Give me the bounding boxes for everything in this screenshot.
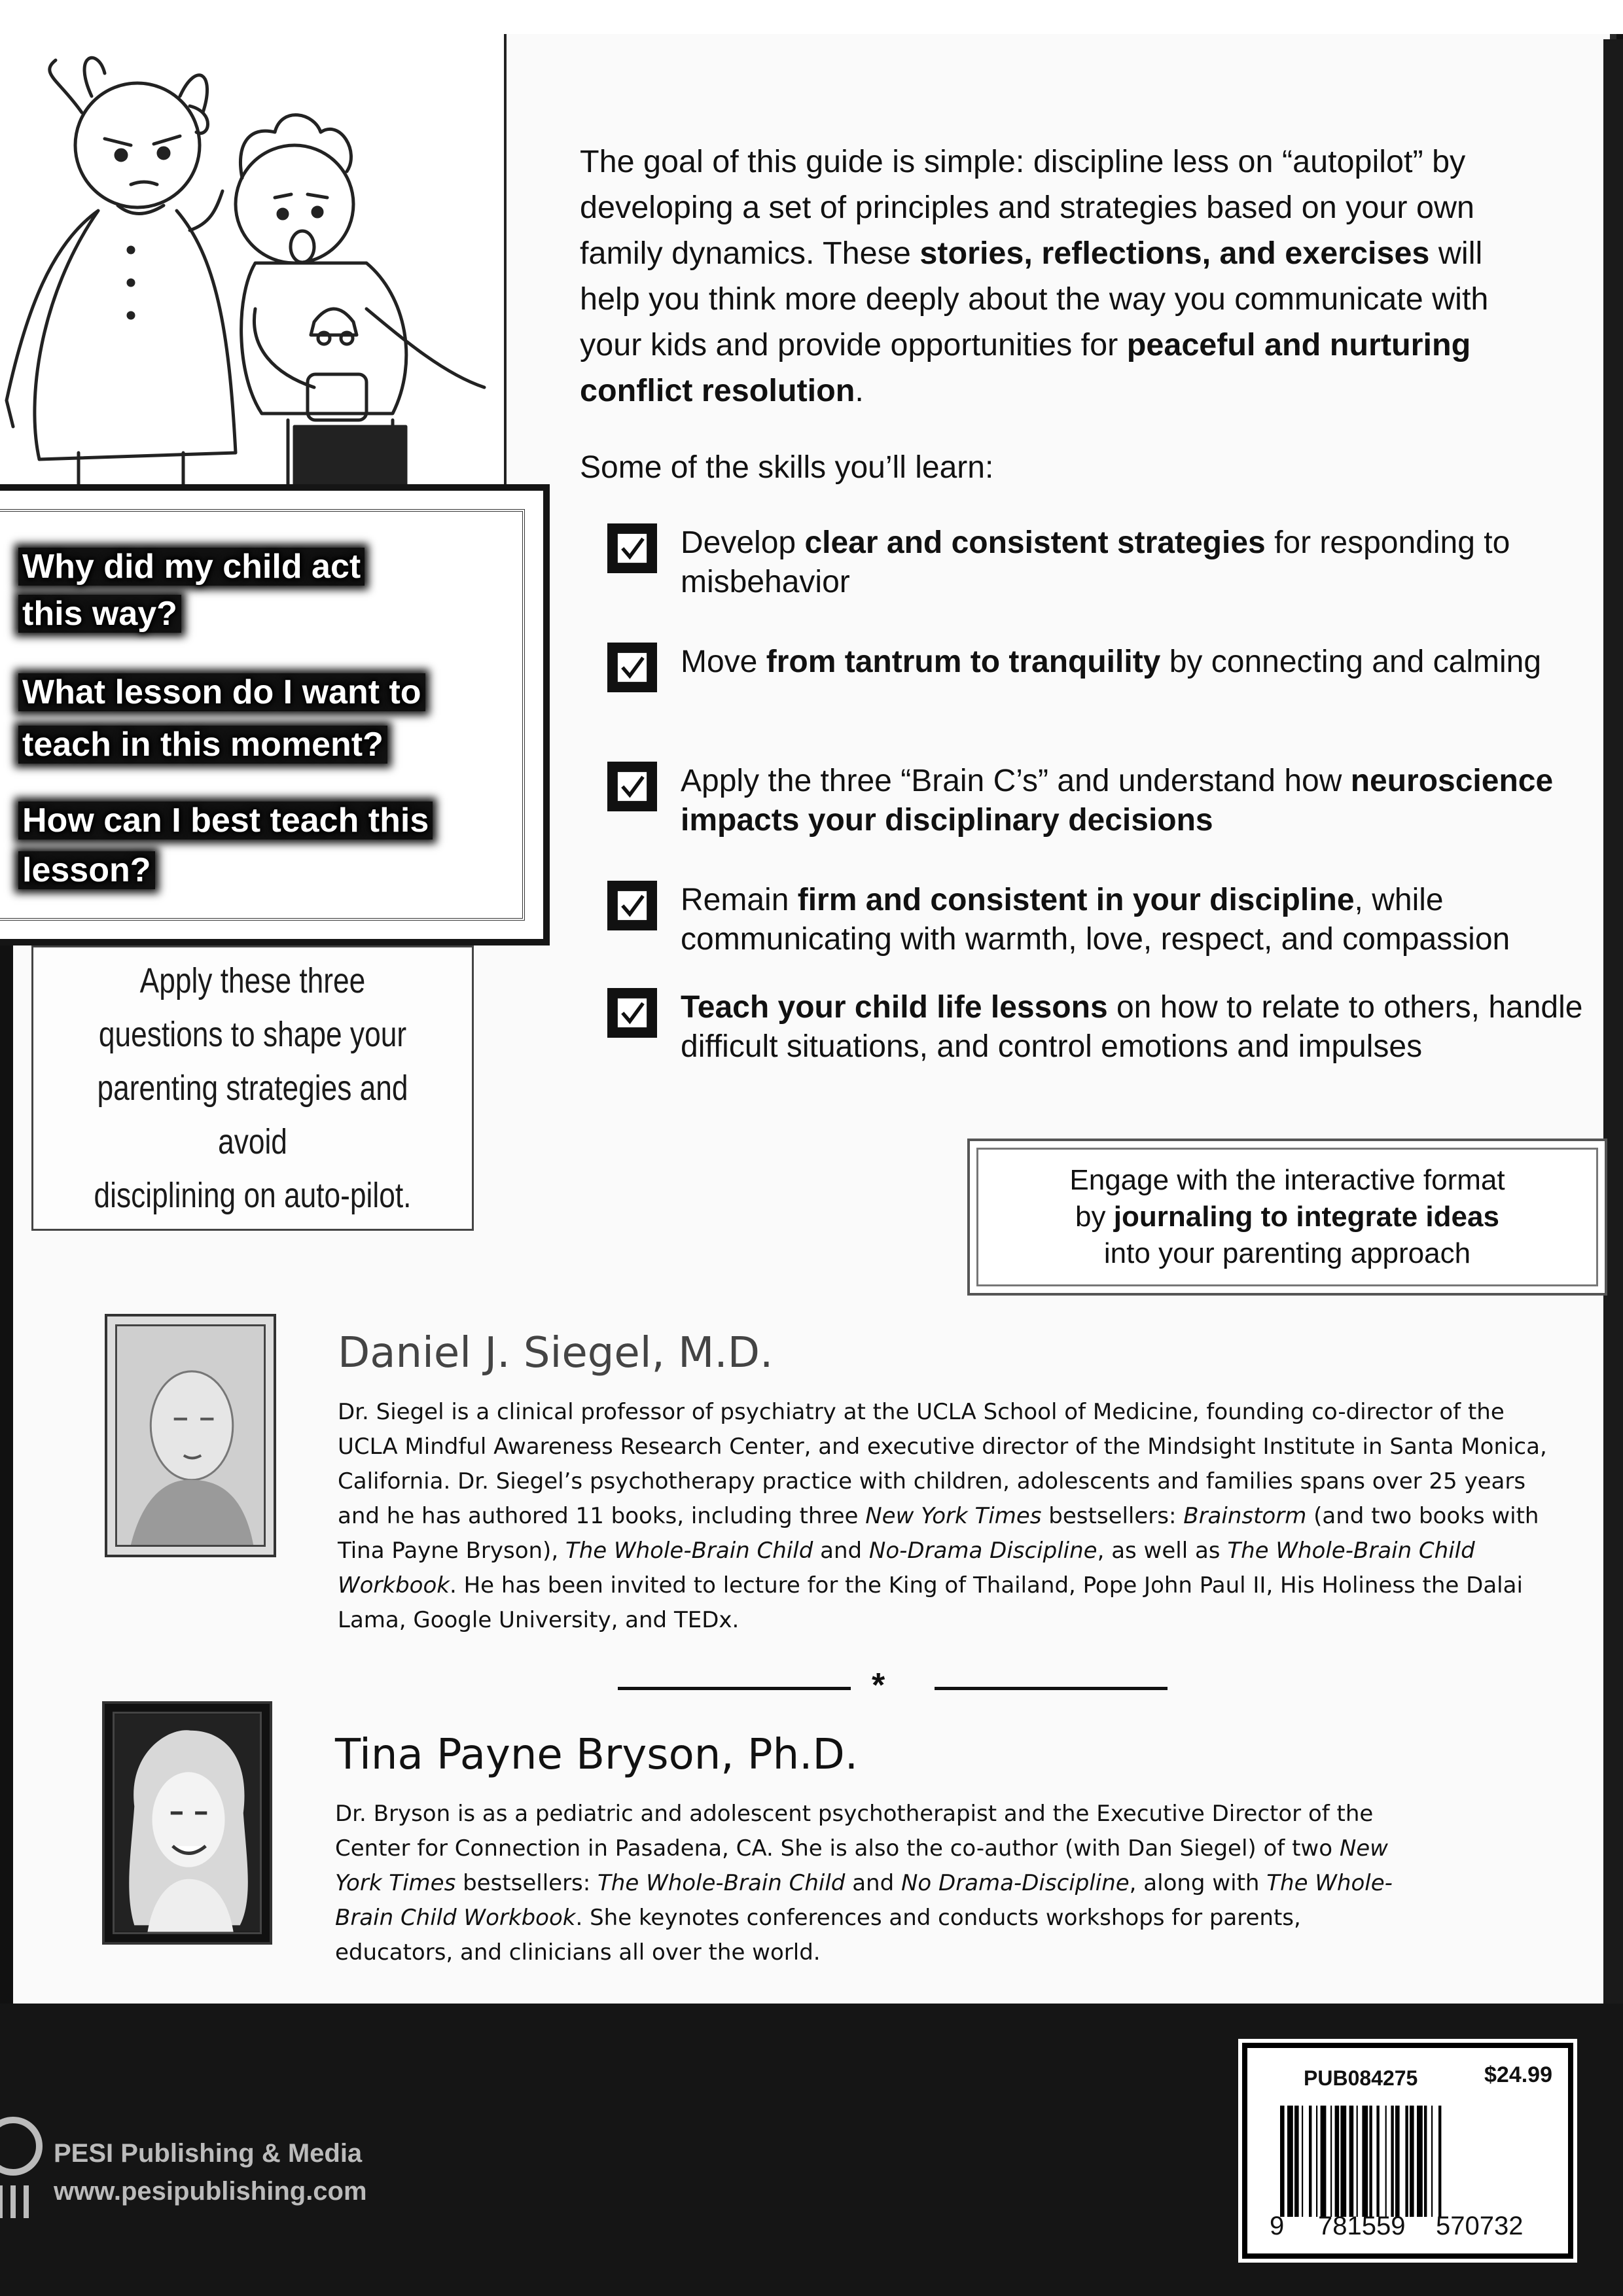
apply-line-1: Apply these three: [139, 961, 366, 1000]
checkbox-icon: [607, 988, 657, 1038]
skill-text: Develop clear and consistent strategies for responding to misbehavior: [681, 525, 1510, 599]
top-strip: [0, 0, 1623, 34]
apply-questions-text: [73, 954, 432, 1222]
author-photo-siegel: [105, 1314, 276, 1557]
divider-star: *: [872, 1667, 885, 1704]
publisher-website: www.pesipublishing.com: [54, 2177, 367, 2206]
skill-text: Remain firm and consistent in your discipline, while communicating with warmth, love, respect, and compassion: [681, 883, 1510, 957]
question-3-line-1: How can I best teach this: [18, 797, 433, 844]
intro-bold-2: peaceful and nurturing conflict resolution: [580, 327, 1471, 408]
barcode-box: PUB084275 $24.99 9 781559 570732: [1242, 2043, 1573, 2259]
question-1-line-1: Why did my child act: [18, 543, 365, 590]
question-1-line-2: this way?: [18, 590, 181, 637]
skill-text: Teach your child life lessons on how to relate to others, handle difficult situations, and control emotions and impulses: [681, 990, 1583, 1064]
children-drawing: [0, 34, 504, 486]
intro-paragraph: The goal of this guide is simple: discipline less on “autopilot” by developing a set of principles and strategies based on your own family dynamics. These stories, reflections, and exercises will help you think more deeply about the way you communicate with your kids and provide opportunities for peaceful and nurturing conflict resolution.: [580, 144, 1489, 408]
author-bio-bryson: Dr. Bryson is as a pediatric and adolescent psychotherapist and the Executive Director of the Center for Connection in Pasadena, CA. She is also the co-author (with Dan Siegel) of two New York Times bestsellers: The Whole-Brain Child and No Drama-Discipline, along with The Whole-Brain Child Workbook. She keynotes conferences and conducts workshops for parents, educators, and clinicians all over the world.: [335, 1801, 1393, 1966]
question-2-line-2: teach in this moment?: [18, 721, 387, 768]
author-bio-siegel: Dr. Siegel is a clinical professor of psychiatry at the UCLA School of Medicine, founding co-director of the UCLA Mindful Awareness Research Center, and executive director of the Mindsight Institute in Santa Monica, California. Dr. Siegel’s psychotherapy practice with children, adolescents and families spans over 25 years and he has authored 11 books, including three New York Times bestsellers: Brainstorm (and two books with Tina Payne Bryson), The Whole-Brain Child and No-Drama Discipline, as well as The Whole-Brain Child Workbook. He has been invited to lecture for the King of Thailand, Pope John Paul II, His Holiness the Dalai Lama, Google University, and TEDx.: [338, 1399, 1547, 1633]
portrait-image: [115, 1714, 260, 1932]
author-name-siegel: Daniel J. Siegel, M.D.: [338, 1329, 774, 1377]
skill-text: Move from tantrum to tranquility by connecting and calming: [681, 645, 1542, 679]
apply-line-2: questions to shape your: [98, 1015, 407, 1054]
question-3-line-2: lesson?: [18, 847, 155, 894]
skills-intro: Some of the skills you’ll learn:: [580, 450, 994, 485]
publisher-logo-icon: [0, 2094, 52, 2225]
checkbox-icon: [607, 523, 657, 573]
apply-questions-box: [31, 945, 474, 1231]
engage-box: [967, 1139, 1607, 1296]
author-photo-bryson: [102, 1701, 272, 1945]
questions-box: [0, 484, 550, 945]
children-illustration: [0, 34, 507, 486]
apply-line-4: disciplining on auto-pilot.: [94, 1176, 412, 1215]
barcode-bars-icon: [1280, 2106, 1548, 2217]
publisher-info: [54, 2134, 367, 2210]
product-code: PUB084275: [1304, 2066, 1418, 2090]
skill-text: Apply the three “Brain C’s” and understand how neuroscience impacts your disciplinary decisions: [681, 764, 1554, 838]
question-2-line-1: What lesson do I want to: [18, 669, 425, 716]
intro-bold-1: stories, reflections, and exercises: [919, 236, 1430, 271]
engage-text: Engage with the interactive format by journaling to integrate ideas into your parenting approach: [1069, 1164, 1505, 1269]
divider-line-left: [618, 1687, 851, 1690]
divider-line-right: [935, 1687, 1168, 1690]
portrait-image: [117, 1326, 264, 1545]
price: $24.99: [1484, 2062, 1552, 2087]
checkbox-icon: [607, 762, 657, 811]
apply-line-3: parenting strategies and avoid: [97, 1069, 408, 1161]
checkbox-icon: [607, 881, 657, 930]
author-name-bryson: Tina Payne Bryson, Ph.D.: [335, 1731, 859, 1779]
checkbox-icon: [607, 643, 657, 692]
publisher-name: PESI Publishing & Media: [54, 2139, 363, 2168]
